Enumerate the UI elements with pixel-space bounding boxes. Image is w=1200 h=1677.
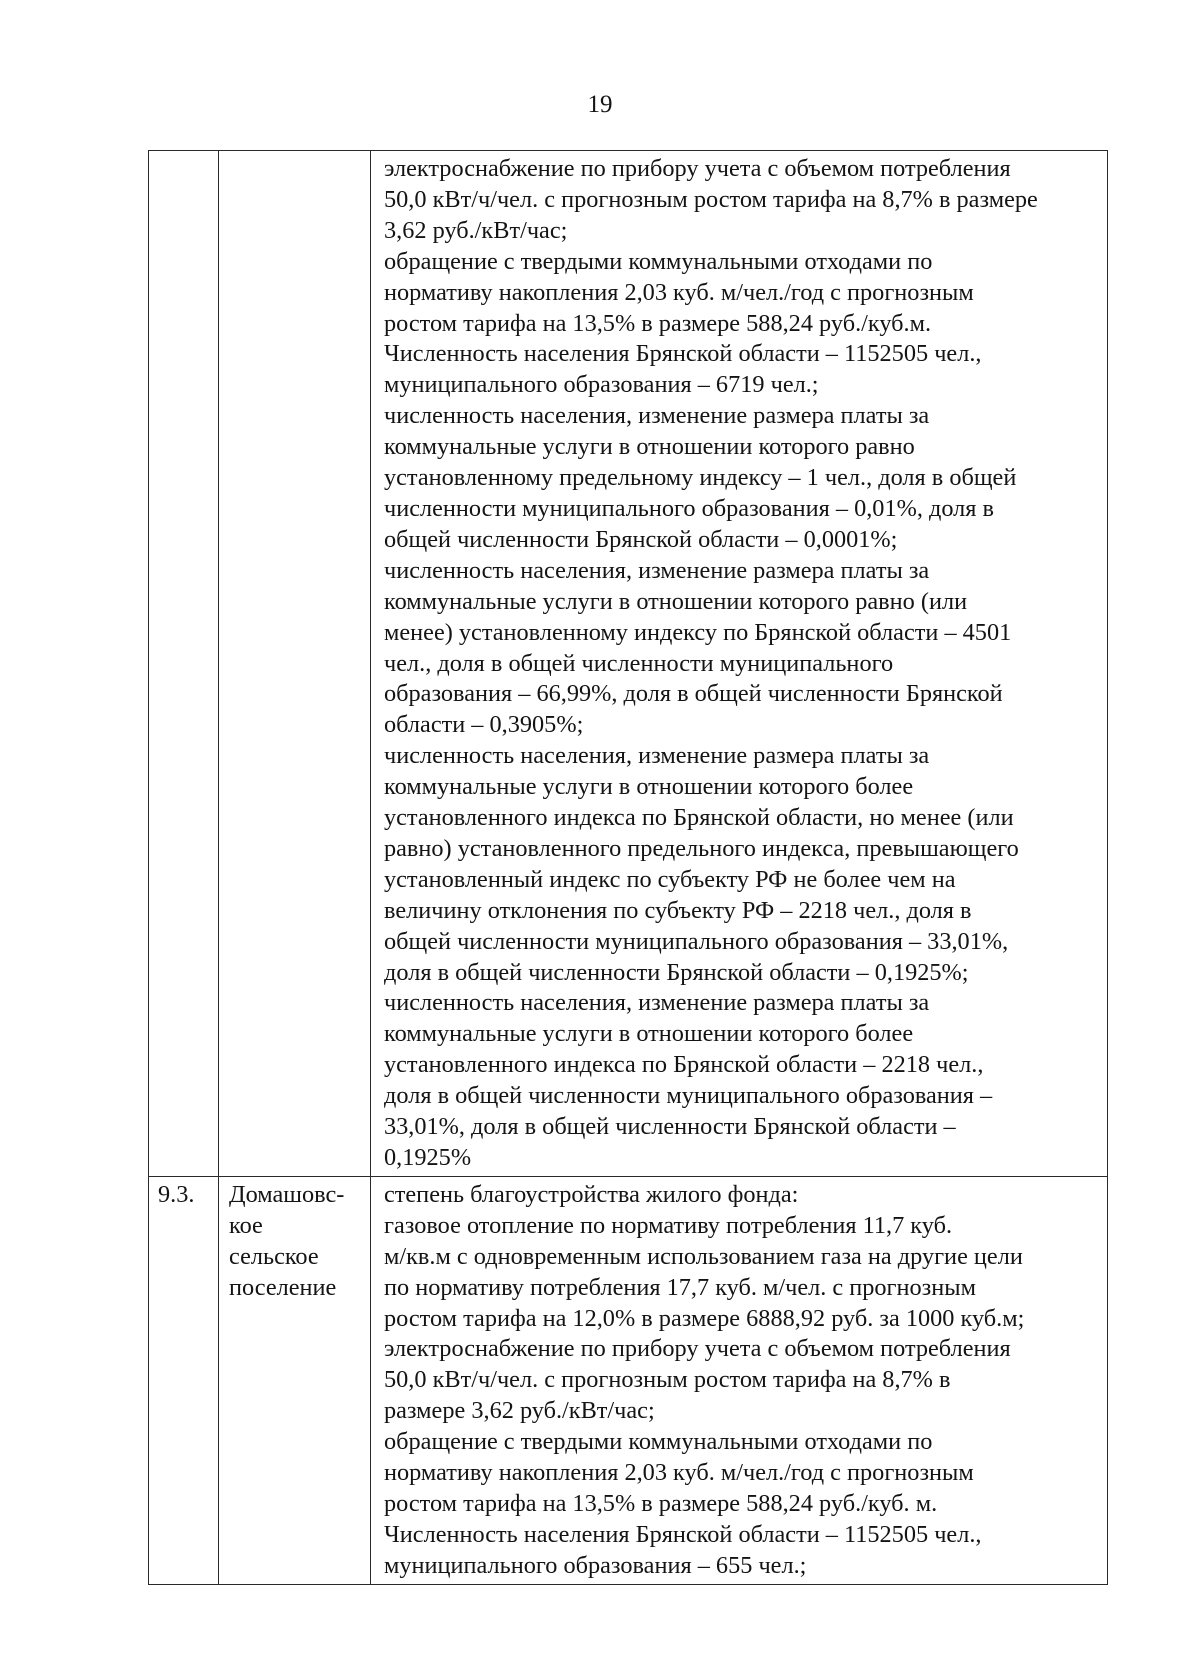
- description-line: 3,62 руб./кВт/час;: [384, 216, 568, 244]
- description-line: обращение с твердыми коммунальными отходами по: [384, 1428, 933, 1456]
- tariff-table: [148, 150, 1108, 1585]
- description-line: коммунальные услуги в отношении которого более: [384, 773, 914, 801]
- description-line: ростом тарифа на 12,0% в размере 6888,92 руб. за 1000 куб.м;: [384, 1304, 1025, 1332]
- description-line: Численность населения Брянской области – 1152505 чел.,: [384, 340, 982, 368]
- description-line: общей численности Брянской области – 0,0001%;: [384, 525, 898, 553]
- municipality-name-line: поселение: [229, 1273, 337, 1301]
- description-cell: [371, 151, 1108, 1177]
- municipality-name-line: сельское: [229, 1242, 319, 1270]
- description-line: 33,01%, доля в общей численности Брянской области –: [384, 1113, 956, 1141]
- description-line: доля в общей численности муниципального образования –: [384, 1082, 993, 1110]
- description-line: установленного индекса по Брянской области – 2218 чел.,: [384, 1051, 984, 1079]
- description-line: размере 3,62 руб./кВт/час;: [384, 1397, 655, 1425]
- description-line: нормативу накопления 2,03 куб. м/чел./год с прогнозным: [384, 1459, 974, 1487]
- page-number: 19: [587, 91, 613, 118]
- description-line: муниципального образования – 655 чел.;: [384, 1551, 807, 1579]
- description-line: степень благоустройства жилого фонда:: [384, 1180, 799, 1208]
- description-line: численности муниципального образования – 0,01%, доля в: [384, 494, 995, 522]
- description-line: коммунальные услуги в отношении которого более: [384, 1020, 914, 1048]
- description-line: м/кв.м с одновременным использованием газа на другие цели: [384, 1242, 1023, 1270]
- description-cell: [371, 1176, 1108, 1584]
- row-number-cell: [149, 1176, 219, 1584]
- description-line: общей численности муниципального образования – 33,01%,: [384, 927, 1009, 955]
- municipality-name-line: Домашовс-: [229, 1180, 345, 1208]
- description-line: электроснабжение по прибору учета с объемом потребления: [384, 1335, 1011, 1363]
- description-line: обращение с твердыми коммунальными отходами по: [384, 247, 933, 275]
- description-line: доля в общей численности Брянской области – 0,1925%;: [384, 958, 969, 986]
- description-line: электроснабжение по прибору учета с объемом потребления: [384, 155, 1011, 182]
- description-line: менее) установленному индексу по Брянской области – 4501: [384, 618, 1012, 646]
- description-line: численность населения, изменение размера платы за: [384, 402, 930, 430]
- municipality-name-cell: [219, 1176, 371, 1584]
- table-row: [149, 1176, 1108, 1584]
- description-line: численность населения, изменение размера платы за: [384, 742, 930, 770]
- description-line: чел., доля в общей численности муниципального: [384, 649, 894, 677]
- description-line: установленного индекса по Брянской области, но менее (или: [384, 804, 1014, 832]
- description-line: величину отклонения по субъекту РФ – 2218 чел., доля в: [384, 896, 972, 924]
- description-line: области – 0,3905%;: [384, 711, 584, 739]
- description-line: установленный индекс по субъекту РФ не более чем на: [384, 865, 956, 893]
- description-line: нормативу накопления 2,03 куб. м/чел./год с прогнозным: [384, 278, 974, 306]
- description-line: муниципального образования – 6719 чел.;: [384, 371, 819, 399]
- description-line: ростом тарифа на 13,5% в размере 588,24 руб./куб. м.: [384, 1489, 938, 1517]
- description-line: установленному предельному индексу – 1 чел., доля в общей: [384, 464, 1017, 492]
- description-line: ростом тарифа на 13,5% в размере 588,24 руб./куб.м.: [384, 309, 932, 337]
- description-line: образования – 66,99%, доля в общей численности Брянской: [384, 680, 1003, 708]
- description-line: коммунальные услуги в отношении которого равно: [384, 433, 915, 461]
- description-line: по нормативу потребления 17,7 куб. м/чел. с прогнозным: [384, 1273, 976, 1301]
- description-line: 0,1925%: [384, 1144, 472, 1171]
- description-line: равно) установленного предельного индекса, превышающего: [384, 834, 1019, 862]
- row-number: 9.3.: [158, 1180, 195, 1208]
- description-line: численность населения, изменение размера платы за: [384, 556, 930, 584]
- description-line: коммунальные услуги в отношении которого равно (или: [384, 587, 968, 615]
- description-line: 50,0 кВт/ч/чел. с прогнозным ростом тарифа на 8,7% в размере: [384, 185, 1038, 213]
- table-row: [149, 151, 1108, 1177]
- description-line: газовое отопление по нормативу потребления 11,7 куб.: [384, 1211, 953, 1239]
- description-line: Численность населения Брянской области – 1152505 чел.,: [384, 1520, 982, 1548]
- description-line: 50,0 кВт/ч/чел. с прогнозным ростом тарифа на 8,7% в: [384, 1366, 951, 1394]
- municipality-name-line: кое: [229, 1211, 263, 1239]
- description-line: численность населения, изменение размера платы за: [384, 989, 930, 1017]
- row-number-cell: [149, 151, 219, 1177]
- municipality-name-cell: [219, 151, 371, 1177]
